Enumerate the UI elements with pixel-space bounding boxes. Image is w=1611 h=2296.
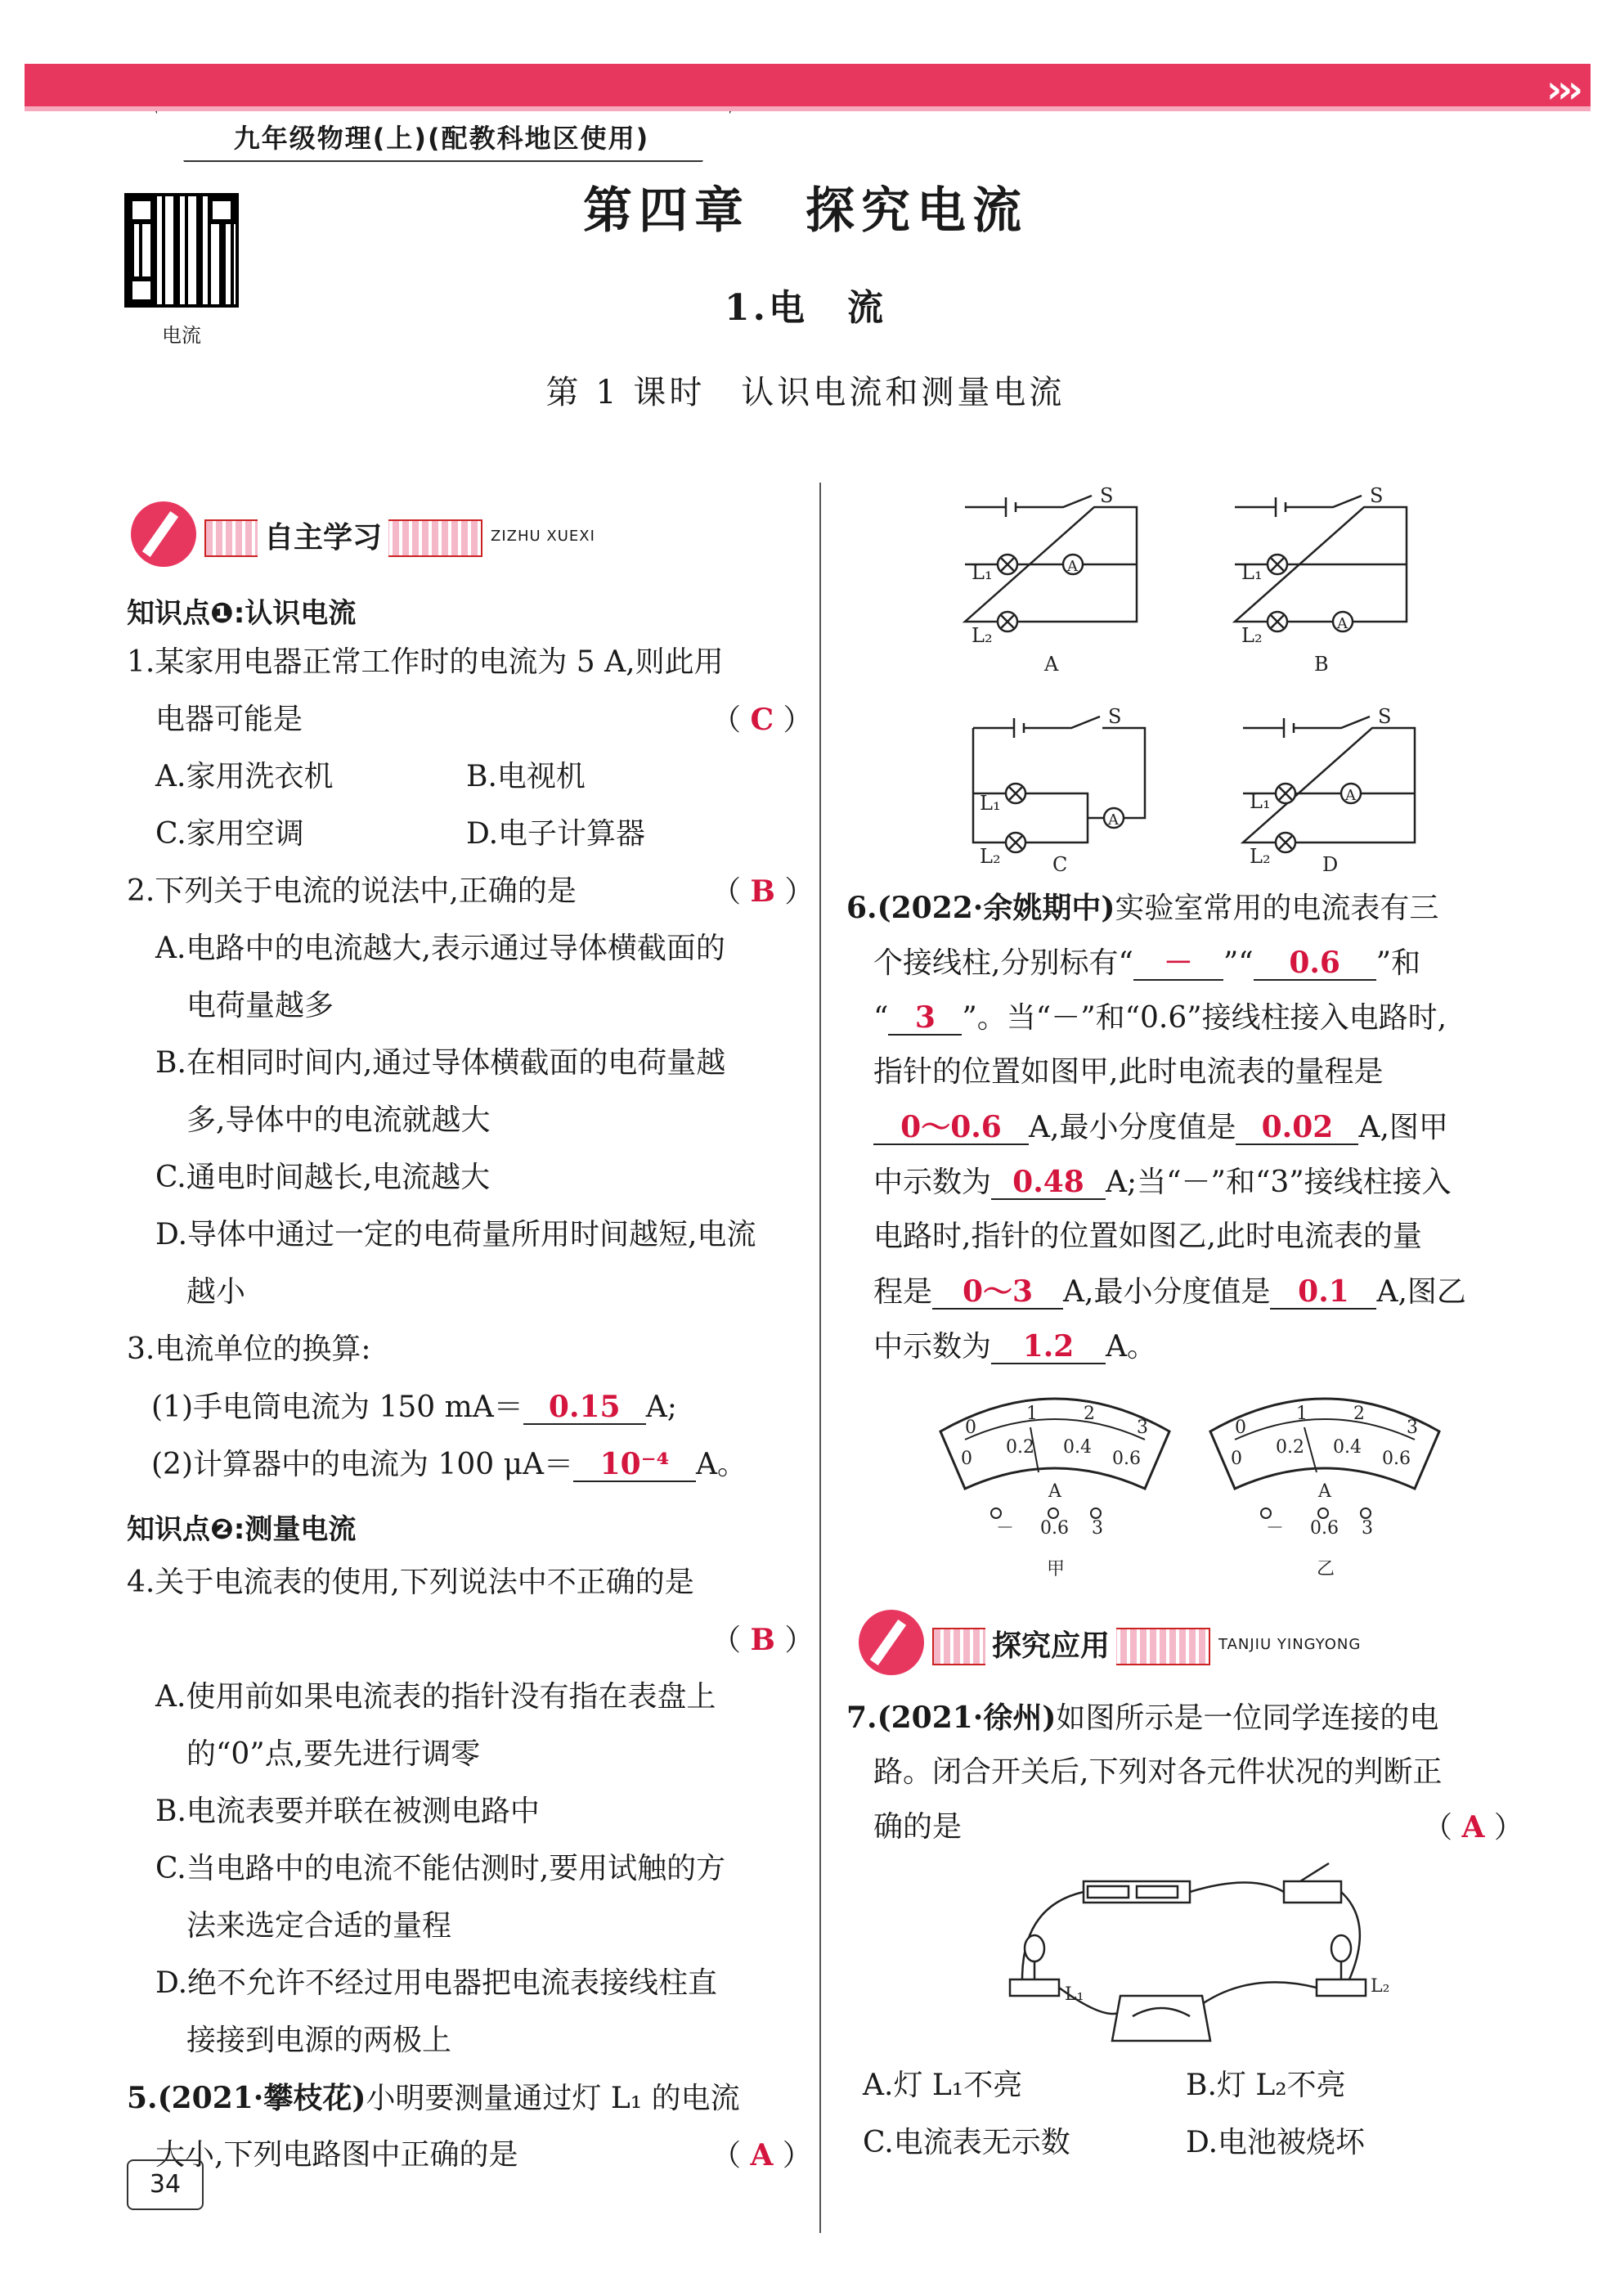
q1-stem: 1.某家用电器正常工作时的电流为 5 A,则此用 [127, 645, 724, 679]
svg-text:0.6: 0.6 [1310, 1518, 1339, 1539]
banner-pinyin: ZIZHU XUEXI [491, 528, 595, 545]
qr-label: 电流 [162, 324, 201, 347]
q6-line-3: “ 3 ”。当“－”和“0.6”接线柱接入电路时, [873, 1000, 1447, 1035]
q7-option-b: B.灯 L₂不亮 [1186, 2069, 1346, 2102]
q6-blank-1[interactable]: － [1133, 946, 1223, 981]
q6-blank-7[interactable]: 0～3 [932, 1275, 1063, 1310]
q4-line: 的“0”点,要先进行调零 [186, 1737, 481, 1771]
svg-text:0: 0 [1235, 1418, 1246, 1438]
svg-text:0.2: 0.2 [1276, 1437, 1304, 1458]
q7-answer: （ A ） [1423, 1810, 1523, 1844]
svg-text:0.6: 0.6 [1112, 1449, 1141, 1469]
q4-line: A.使用前如果电流表的指针没有指在表盘上 [155, 1680, 716, 1714]
q2-stem: 2.下列关于电流的说法中,正确的是 [127, 874, 577, 908]
svg-text:L₂: L₂ [1250, 845, 1271, 868]
svg-text:L₂: L₂ [1241, 624, 1263, 647]
meter-label-jia: 甲 [1047, 1559, 1066, 1579]
ammeter-yi [1210, 1399, 1439, 1579]
banner-title: 探究应用 [985, 1628, 1116, 1665]
header-underline [25, 106, 1591, 111]
lesson-title: 第 1 课时 认识电流和测量电流 [545, 374, 1066, 411]
svg-text:L₂: L₂ [972, 624, 993, 647]
knowledge-point-2: 知识点❷:测量电流 [127, 1513, 357, 1546]
svg-text:A: A [1048, 1481, 1061, 1502]
circuit-c [973, 717, 1145, 852]
meter-label-yi: 乙 [1317, 1559, 1335, 1579]
svg-text:A: A [1108, 811, 1119, 829]
switch-label: S [1108, 705, 1122, 728]
svg-text:3: 3 [1362, 1518, 1373, 1539]
q6-line-8: 程是 0～3 A,最小分度值是 0.1 A,图乙 [873, 1274, 1466, 1309]
q6-line-4: 指针的位置如图甲,此时电流表的量程是 [873, 1055, 1384, 1089]
q2-line: C.通电时间越长,电流越大 [155, 1161, 491, 1194]
svg-text:2: 2 [1084, 1404, 1095, 1424]
svg-text:L₁: L₁ [980, 792, 1001, 815]
banner-pinyin: TANJIU YINGYONG [1218, 1636, 1362, 1653]
circuit-label-b: B [1314, 653, 1329, 676]
q4-line: 法来选定合适的量程 [186, 1909, 452, 1943]
banner-title: 自主学习 [258, 519, 388, 557]
circuit-label-a: A [1044, 653, 1059, 676]
q6-line-1: 6.(2022·余姚期中)实验室常用的电流表有三 [846, 891, 1439, 925]
q1-option-b: B.电视机 [466, 760, 586, 793]
column-divider [819, 483, 821, 2233]
q6-line-2: 个接线柱,分别标有“ － ”“ 0.6 ”和 [873, 946, 1421, 980]
svg-text:2: 2 [1353, 1404, 1365, 1424]
q3-stem: 3.电流单位的换算: [127, 1332, 371, 1366]
switch-label: S [1378, 705, 1392, 728]
q2-line: B.在相同时间内,通过导体横截面的电荷量越 [155, 1046, 726, 1080]
q6-blank-4[interactable]: 0～0.6 [873, 1111, 1029, 1145]
page-number: 34 [127, 2159, 204, 2210]
q3-part2: (2)计算器中的电流为 100 μA＝ 10⁻⁴ A。 [151, 1447, 747, 1481]
q7-line-3: 确的是 [873, 1810, 963, 1844]
q6-blank-8[interactable]: 0.1 [1270, 1275, 1376, 1310]
svg-text:0: 0 [1231, 1449, 1242, 1469]
q1-option-a: A.家用洗衣机 [155, 760, 334, 793]
q6-line-7: 电路时,指针的位置如图乙,此时电流表的量 [873, 1220, 1422, 1253]
q6-blank-6[interactable]: 0.48 [991, 1166, 1106, 1200]
q7-line-2: 路。闭合开关后,下列对各元件状况的判断正 [873, 1755, 1443, 1789]
banner-self-study [114, 519, 687, 557]
svg-text:1: 1 [1026, 1404, 1038, 1424]
q5-stem-2: 大小,下列电路图中正确的是 [155, 2138, 518, 2172]
circuit-label-d: D [1322, 853, 1339, 876]
svg-text:3: 3 [1092, 1518, 1103, 1539]
q6-blank-3[interactable]: 3 [888, 1001, 962, 1036]
q6-blank-5[interactable]: 0.02 [1236, 1111, 1358, 1145]
q4-answer: （ B ） [711, 1623, 814, 1657]
svg-text:L₁: L₁ [972, 561, 993, 584]
q1-option-c: C.家用空调 [155, 817, 304, 851]
q4-line: 接接到电源的两极上 [186, 2024, 452, 2057]
svg-text:3: 3 [1137, 1418, 1148, 1438]
q3-part1: (1)手电筒电流为 150 mA＝ 0.15 A; [151, 1390, 677, 1424]
svg-text:0: 0 [965, 1418, 976, 1438]
svg-text:0.2: 0.2 [1006, 1437, 1034, 1458]
pen-icon [859, 1610, 924, 1675]
q6-blank-2[interactable]: 0.6 [1254, 946, 1376, 981]
header-bar [25, 64, 1591, 106]
q1-option-d: D.电子计算器 [466, 817, 646, 851]
q4-line: C.当电路中的电流不能估测时,要用试触的方 [155, 1852, 726, 1885]
circuit-label-c: C [1052, 853, 1068, 876]
svg-text:A: A [1337, 615, 1348, 632]
svg-text:A: A [1067, 558, 1078, 575]
switch-label: S [1100, 484, 1114, 507]
q4-stem: 4.关于电流表的使用,下列说法中不正确的是 [127, 1566, 694, 1599]
svg-text:L₁: L₁ [1250, 790, 1271, 813]
section-title: 1.电 流 [725, 287, 886, 329]
q7-option-c: C.电流表无示数 [863, 2126, 1070, 2159]
svg-text:0.4: 0.4 [1333, 1437, 1362, 1458]
book-title: 九年级物理(上)(配教科地区使用) [233, 123, 650, 154]
svg-text:L₂: L₂ [980, 845, 1001, 868]
chevron-right-icon: ››› [1546, 67, 1578, 111]
q4-line: B.电流表要并联在被测电路中 [155, 1795, 540, 1828]
q7-line-1: 7.(2021·徐州)如图所示是一位同学连接的电 [846, 1701, 1439, 1735]
q4-line: D.绝不允许不经过用电器把电流表接线柱直 [155, 1966, 718, 2000]
q7-option-a: A.灯 L₁不亮 [863, 2069, 1023, 2102]
svg-text:3: 3 [1407, 1418, 1418, 1438]
q2-line: D.导体中通过一定的电荷量所用时间越短,电流 [155, 1218, 756, 1251]
svg-text:L₁: L₁ [1065, 1984, 1084, 2005]
q5-answer: （ A ） [711, 2138, 812, 2172]
pen-icon [131, 501, 196, 567]
q6-line-9: 中示数为 1.2 A。 [873, 1329, 1157, 1364]
q6-blank-9[interactable]: 1.2 [991, 1330, 1106, 1364]
q5-stem: 5.(2021·攀枝花)小明要测量通过灯 L₁ 的电流 [127, 2081, 740, 2115]
q2-line: A.电路中的电流越大,表示通过导体横截面的 [155, 932, 725, 965]
svg-text:0.6: 0.6 [1382, 1449, 1411, 1469]
knowledge-point-1: 知识点❶:认识电流 [127, 597, 357, 630]
svg-text:－: － [1266, 1518, 1285, 1539]
svg-text:0: 0 [961, 1449, 972, 1469]
svg-text:A: A [1318, 1481, 1331, 1502]
q2-line: 越小 [186, 1275, 246, 1309]
svg-text:－: － [996, 1518, 1015, 1539]
q7-option-d: D.电池被烧坏 [1186, 2126, 1366, 2159]
q1-answer: （ C ） [711, 703, 813, 737]
q2-line: 电荷量越多 [186, 989, 334, 1022]
q7-circuit-figure [1006, 1857, 1390, 2053]
q6-line-6: 中示数为 0.48 A;当“－”和“3”接线柱接入 [873, 1165, 1452, 1199]
svg-text:L₂: L₂ [1371, 1976, 1390, 1997]
q5-circuit-diagrams [949, 483, 1439, 900]
circuit-d [1243, 717, 1415, 852]
switch-label: S [1370, 484, 1384, 507]
svg-text:1: 1 [1296, 1404, 1308, 1424]
q1-stem-2: 电器可能是 [155, 703, 303, 736]
svg-text:0.6: 0.6 [1040, 1518, 1069, 1539]
q3-blank-1[interactable]: 0.15 [523, 1391, 646, 1425]
q6-line-5: 0～0.6 A,最小分度值是 0.02 A,图甲 [873, 1111, 1448, 1145]
q2-line: 多,导体中的电流就越大 [186, 1103, 491, 1137]
q6-ammeter-figures [932, 1382, 1472, 1587]
svg-text:L₁: L₁ [1241, 561, 1263, 584]
banner-explore-apply [842, 1628, 1415, 1665]
chapter-title: 第四章 探究电流 [583, 182, 1028, 240]
ammeter-jia [940, 1399, 1169, 1579]
svg-text:A: A [1345, 787, 1356, 804]
q2-answer: （ B ） [711, 874, 814, 909]
q3-blank-2[interactable]: 10⁻⁴ [573, 1448, 696, 1482]
svg-text:0.4: 0.4 [1063, 1437, 1092, 1458]
